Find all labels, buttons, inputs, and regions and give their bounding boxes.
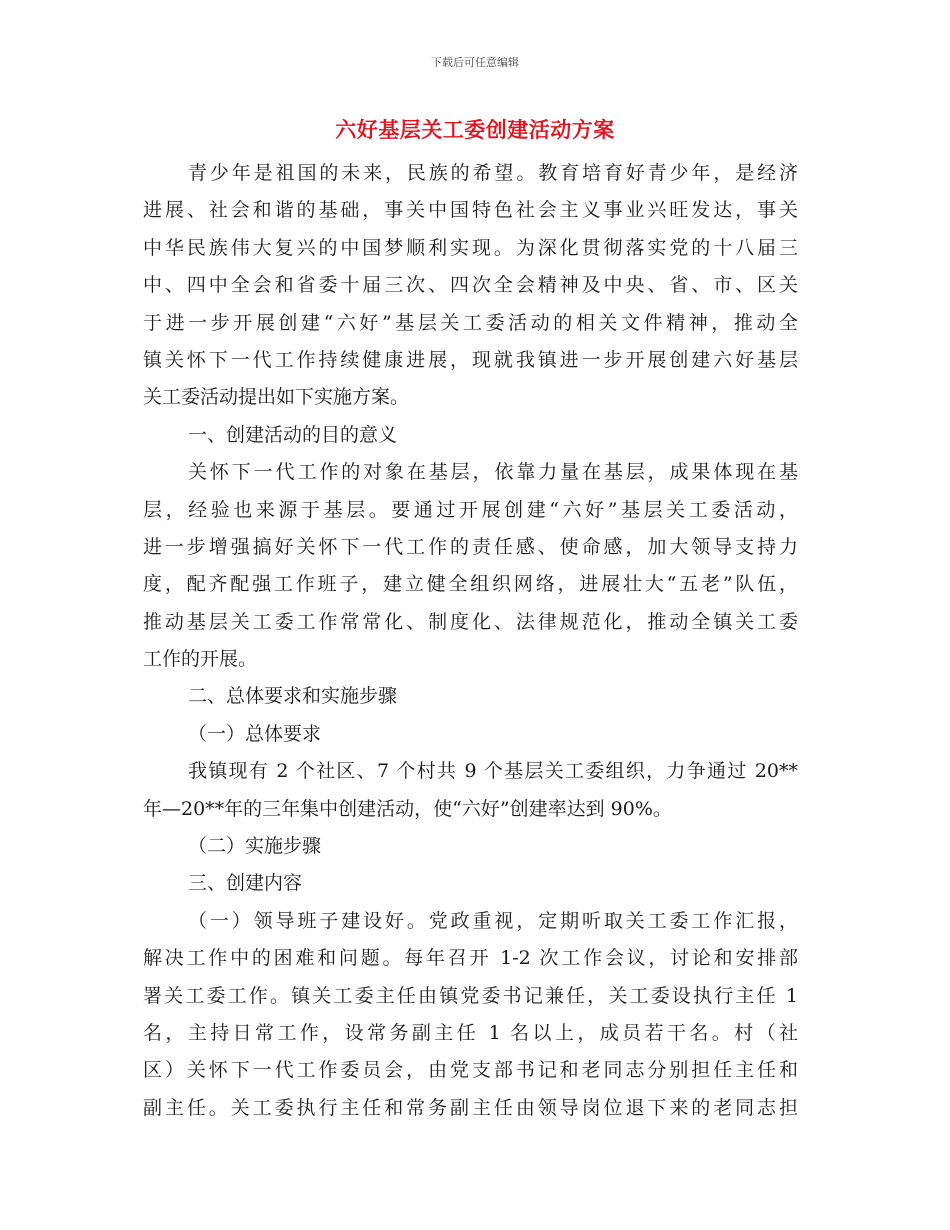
body-line: （一）总体要求 bbox=[188, 722, 322, 745]
body-line: 工作的开展。 bbox=[143, 648, 258, 671]
body-line: 进一步增强搞好关怀下一代工作的责任感、使命感，加大领导支持力 bbox=[143, 535, 798, 558]
document-title: 六好基层关工委创建活动方案 bbox=[335, 117, 615, 142]
body-line: 度，配齐配强工作班子，建立健全组织网络，进展壮大“五老”队伍， bbox=[143, 573, 798, 596]
body-line: 年—20**年的三年集中创建活动，使“六好”创建率达到 90%。 bbox=[143, 797, 672, 820]
body-line: 推动基层关工委工作常常化、制度化、法律规范化，推动全镇关工委 bbox=[143, 610, 798, 633]
body-line: 于进一步开展创建“六好”基层关工委活动的相关文件精神，推动全 bbox=[143, 311, 798, 334]
body-line: 名，主持日常工作，设常务副主任 1 名以上，成员若干名。村（社 bbox=[143, 1021, 798, 1044]
body-line: 我镇现有 2 个社区、7 个村共 9 个基层关工委组织，力争通过 20** bbox=[188, 760, 798, 783]
body-line: 解决工作中的困难和问题。每年召开 1-2 次工作会议，讨论和安排部 bbox=[143, 947, 798, 970]
header-note: 下载后可任意编辑 bbox=[431, 56, 519, 69]
body-line: （一）领导班子建设好。党政重视，定期听取关工委工作汇报， bbox=[188, 909, 798, 932]
body-line: 进展、社会和谐的基础，事关中国特色社会主义事业兴旺发达，事关 bbox=[143, 199, 798, 222]
body-line: 一、创建活动的目的意义 bbox=[188, 423, 398, 446]
body-line: 署关工委工作。镇关工委主任由镇党委书记兼任，关工委设执行主任 1 bbox=[143, 984, 798, 1007]
body-line: 镇关怀下一代工作持续健康进展，现就我镇进一步开展创建六好基层 bbox=[143, 348, 798, 371]
body-line: 区）关怀下一代工作委员会，由党支部书记和老同志分别担任主任和 bbox=[143, 1059, 798, 1082]
body-line: 副主任。关工委执行主任和常务副主任由领导岗位退下来的老同志担 bbox=[143, 1096, 798, 1119]
body-line: 三、创建内容 bbox=[188, 872, 303, 895]
body-line: （二）实施步骤 bbox=[188, 835, 322, 858]
document-body bbox=[143, 155, 798, 1127]
body-line: 关怀下一代工作的对象在基层，依靠力量在基层，成果体现在基 bbox=[188, 461, 798, 484]
body-line: 中华民族伟大复兴的中国梦顺利实现。为深化贯彻落实党的十八届三 bbox=[143, 236, 798, 259]
body-line: 青少年是祖国的未来，民族的希望。教育培育好青少年，是经济 bbox=[188, 162, 798, 184]
body-line: 关工委活动提出如下实施方案。 bbox=[143, 386, 410, 409]
body-line: 层，经验也来源于基层。要通过开展创建“六好”基层关工委活动， bbox=[143, 498, 798, 521]
body-line: 二、总体要求和实施步骤 bbox=[188, 685, 398, 708]
body-line: 中、四中全会和省委十届三次、四次全会精神及中央、省、市、区关 bbox=[143, 274, 798, 297]
